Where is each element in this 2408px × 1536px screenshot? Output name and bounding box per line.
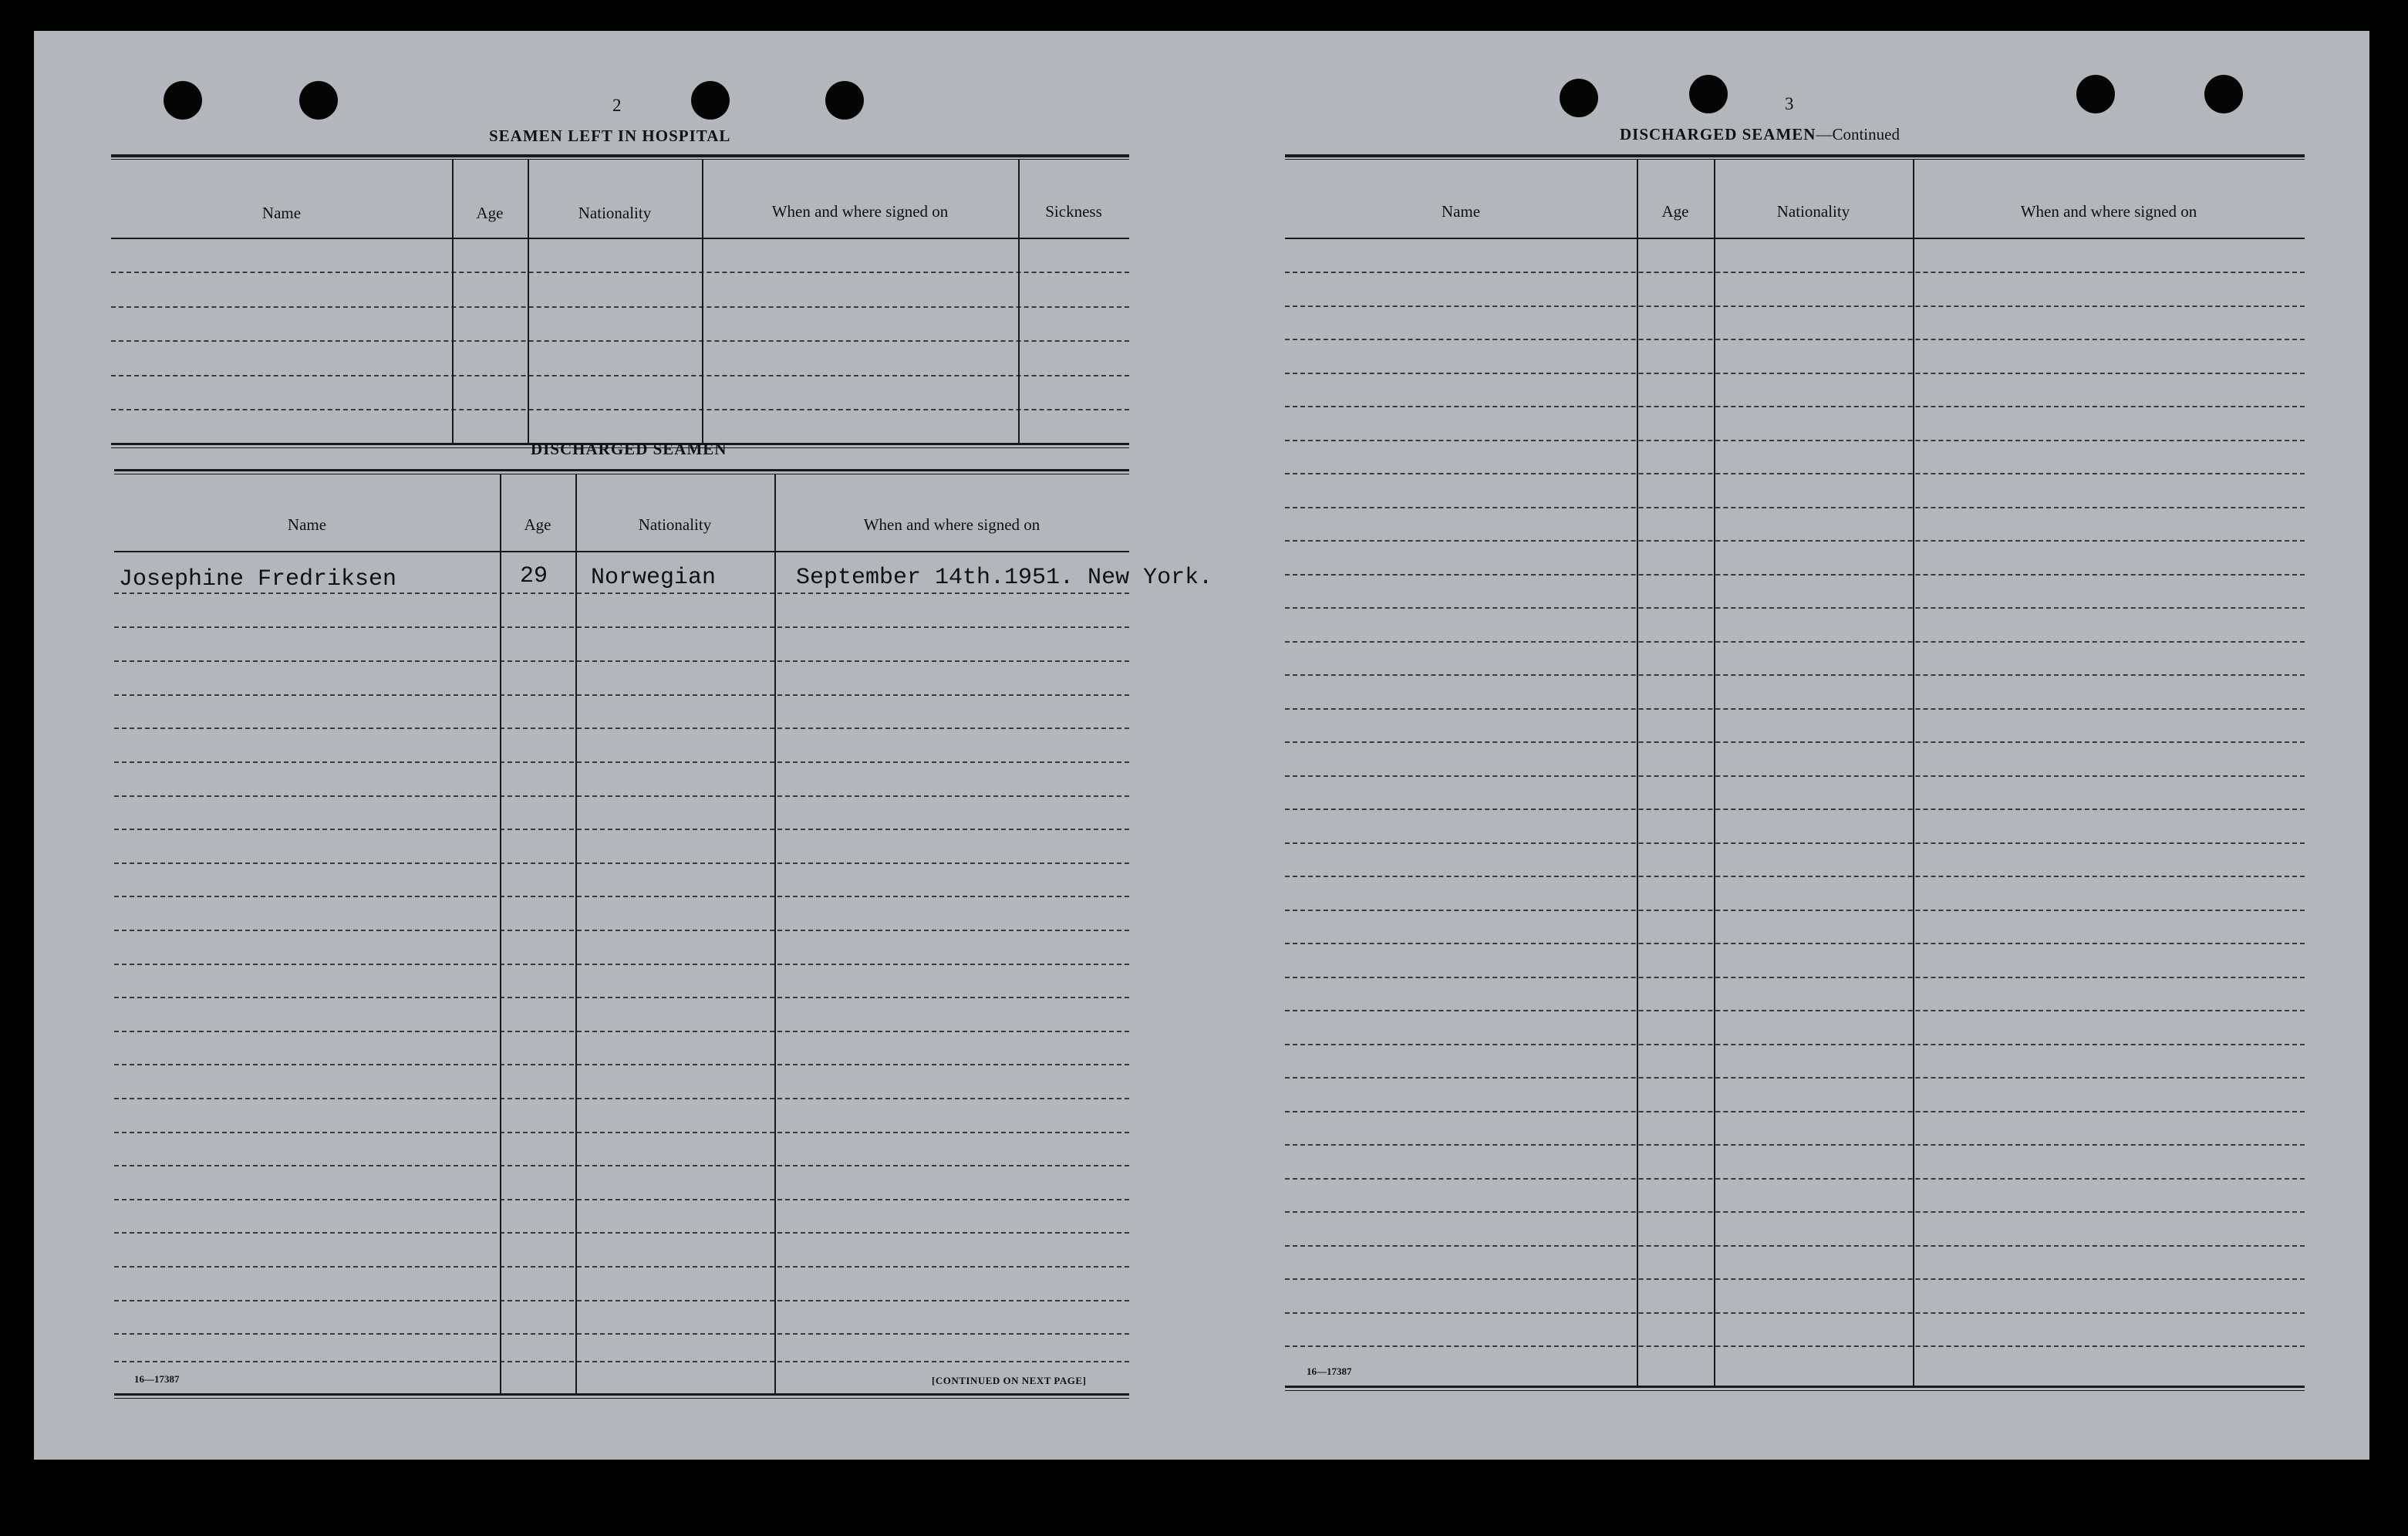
form-number-left: 16—17387 — [134, 1373, 180, 1385]
seaman-name: Josephine Fredriksen — [119, 566, 397, 592]
column-header-sickness: Sickness — [1045, 202, 1102, 221]
punch-hole — [2076, 75, 2115, 113]
column-header-age: Age — [1661, 202, 1689, 221]
column-header-name: Name — [1441, 202, 1481, 221]
seaman-signed-on: September 14th.1951. New York. — [796, 565, 1213, 591]
punch-hole — [164, 81, 202, 120]
hospital-table — [111, 154, 1129, 452]
column-header-age: Age — [476, 204, 504, 222]
column-header-age: Age — [524, 515, 551, 534]
page-number-left: 2 — [612, 96, 622, 115]
punch-hole — [1560, 79, 1598, 117]
continued-note: [CONTINUED ON NEXT PAGE] — [932, 1375, 1087, 1386]
column-header-nationality: Nationality — [578, 204, 652, 222]
seaman-age: 29 — [520, 563, 548, 589]
punch-hole — [1689, 75, 1728, 113]
hospital-table-title: SEAMEN LEFT IN HOSPITAL — [489, 127, 731, 145]
page-number-right: 3 — [1785, 94, 1794, 113]
column-header-name: Name — [287, 515, 327, 534]
punch-hole — [825, 81, 864, 120]
punch-hole — [299, 81, 338, 120]
column-header-nationality: Nationality — [1776, 202, 1850, 221]
discharged-table — [114, 469, 1213, 1403]
discharged-continued-table — [1285, 154, 2305, 1399]
column-header-signed-on: When and where signed on — [771, 202, 949, 221]
punch-hole — [691, 81, 730, 120]
seaman-nationality: Norwegian — [591, 565, 717, 591]
discharged-table-title: DISCHARGED SEAMEN — [531, 440, 727, 458]
discharged-continued-title: DISCHARGED SEAMEN—Continued — [1620, 125, 1900, 143]
column-header-signed-on: When and where signed on — [863, 515, 1040, 534]
column-header-name: Name — [261, 204, 302, 222]
column-header-signed-on: When and where signed on — [2020, 202, 2197, 221]
form-number-right: 16—17387 — [1307, 1366, 1352, 1377]
document-sheet — [34, 31, 2369, 1460]
column-header-nationality: Nationality — [638, 515, 712, 534]
punch-hole — [2204, 75, 2243, 113]
